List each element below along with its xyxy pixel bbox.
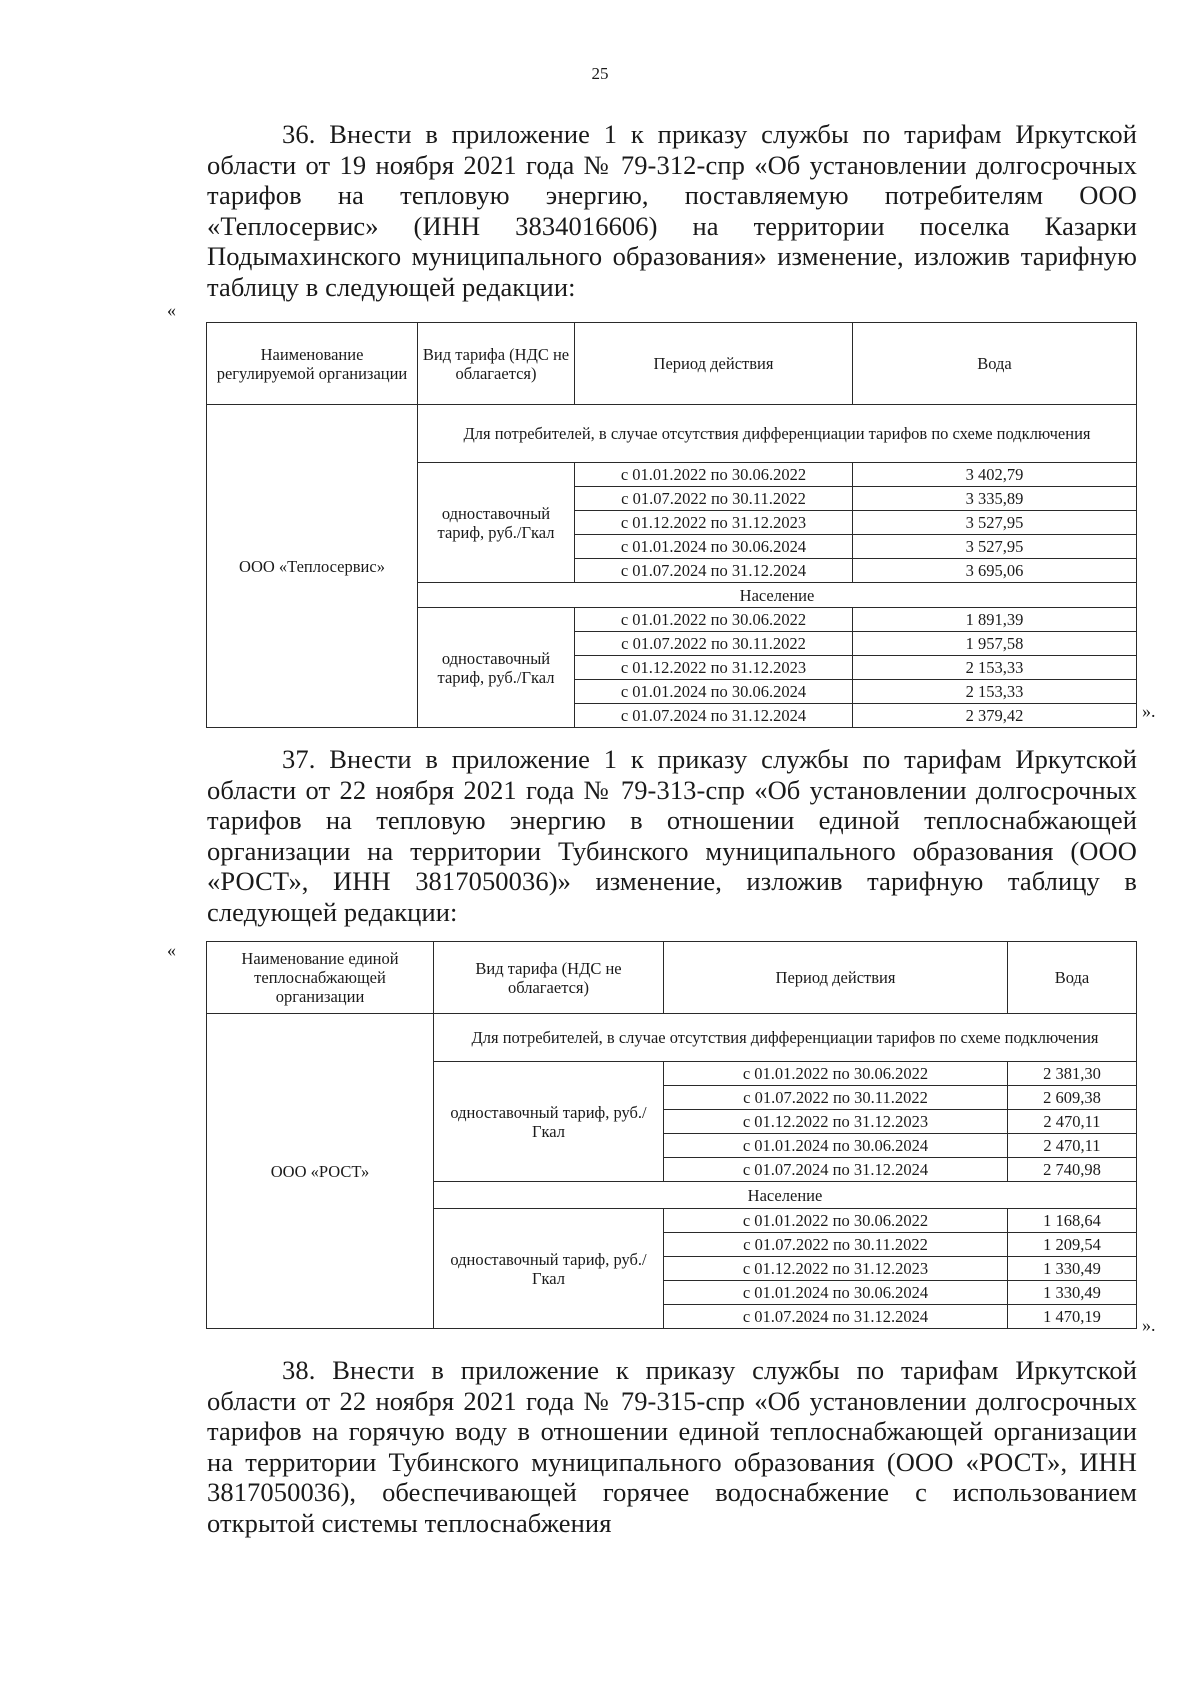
value-cell: 2 609,38 — [1008, 1086, 1137, 1110]
band-population: Население — [418, 583, 1137, 608]
paragraph-36: 36. Внести в приложение 1 к приказу службы по тарифам Иркутской области от 19 ноября 2021 года № 79-312-спр «Об установлении долгосрочных тарифов на тепловую энергию, поставляемую потребителям ООО «Теплосервис» (ИНН 3834016606) на территории поселка Казарки Подымахинского муниципального образования» изменение, изложив тарифную таблицу в следующей редакции: — [207, 119, 1137, 302]
value-cell: 1 209,54 — [1008, 1233, 1137, 1257]
value-cell: 1 470,19 — [1008, 1305, 1137, 1329]
band-population: Население — [434, 1182, 1137, 1209]
header-period: Период действия — [664, 942, 1008, 1014]
value-cell: 1 957,58 — [853, 632, 1137, 656]
header-water: Вода — [853, 323, 1137, 405]
band-consumers: Для потребителей, в случае отсутствия дифференциации тарифов по схеме подключения — [418, 405, 1137, 463]
value-cell: 2 379,42 — [853, 704, 1137, 728]
tariff-type-cell: одноставочный тариф, руб./Гкал — [434, 1062, 664, 1182]
period-cell: с 01.12.2022 по 31.12.2023 — [575, 511, 853, 535]
period-cell: с 01.01.2022 по 30.06.2022 — [664, 1209, 1008, 1233]
period-cell: с 01.01.2024 по 30.06.2024 — [575, 535, 853, 559]
organization-cell: ООО «Теплосервис» — [207, 405, 418, 728]
header-water: Вода — [1008, 942, 1137, 1014]
band-consumers: Для потребителей, в случае отсутствия дифференциации тарифов по схеме подключения — [434, 1014, 1137, 1062]
period-cell: с 01.07.2024 по 31.12.2024 — [575, 559, 853, 583]
period-cell: с 01.01.2024 по 30.06.2024 — [664, 1281, 1008, 1305]
header-organization: Наименование единой теплоснабжающей организации — [207, 942, 434, 1014]
table-row — [207, 1014, 1137, 1062]
period-cell: с 01.07.2022 по 30.11.2022 — [664, 1086, 1008, 1110]
period-cell: с 01.07.2022 по 30.11.2022 — [575, 632, 853, 656]
table-header-row — [207, 323, 1137, 405]
value-cell: 3 402,79 — [853, 463, 1137, 487]
period-cell: с 01.01.2022 по 30.06.2022 — [664, 1062, 1008, 1086]
value-cell: 2 381,30 — [1008, 1062, 1137, 1086]
period-cell: с 01.07.2024 по 31.12.2024 — [664, 1305, 1008, 1329]
tariff-type-cell: одноставочный тариф, руб./Гкал — [434, 1209, 664, 1329]
value-cell: 1 891,39 — [853, 608, 1137, 632]
tariff-type-cell: одноставочный тариф, руб./Гкал — [418, 608, 575, 728]
table-37-close-quote: ». — [1142, 1315, 1156, 1335]
value-cell: 1 330,49 — [1008, 1281, 1137, 1305]
organization-cell: ООО «РОСТ» — [207, 1014, 434, 1329]
table-row — [207, 405, 1137, 463]
header-tariff-type: Вид тарифа (НДС не облагается) — [434, 942, 664, 1014]
table-header-row — [207, 942, 1137, 1014]
value-cell: 2 740,98 — [1008, 1158, 1137, 1182]
value-cell: 3 695,06 — [853, 559, 1137, 583]
period-cell: с 01.01.2024 по 30.06.2024 — [664, 1134, 1008, 1158]
page-number: 25 — [591, 64, 609, 83]
value-cell: 2 153,33 — [853, 680, 1137, 704]
period-cell: с 01.07.2024 по 31.12.2024 — [575, 704, 853, 728]
period-cell: с 01.01.2022 по 30.06.2022 — [575, 463, 853, 487]
value-cell: 2 470,11 — [1008, 1134, 1137, 1158]
value-cell: 3 527,95 — [853, 535, 1137, 559]
tariff-table-36 — [206, 322, 1137, 728]
value-cell: 2 153,33 — [853, 656, 1137, 680]
period-cell: с 01.01.2024 по 30.06.2024 — [575, 680, 853, 704]
period-cell: с 01.07.2022 по 30.11.2022 — [575, 487, 853, 511]
period-cell: с 01.01.2022 по 30.06.2022 — [575, 608, 853, 632]
tariff-type-cell: одноставочный тариф, руб./Гкал — [418, 463, 575, 583]
paragraph-38: 38. Внести в приложение к приказу службы по тарифам Иркутской области от 22 ноября 2021 года № 79-315-спр «Об установлении долгосрочных тарифов на горячую воду в отношении единой теплоснабжающей организации на территории Тубинского муниципального образования (ООО «РОСТ», ИНН 3817050036), обеспечивающей горячее водоснабжение с использованием открытой системы теплоснабжения — [207, 1355, 1137, 1538]
value-cell: 2 470,11 — [1008, 1110, 1137, 1134]
value-cell: 1 330,49 — [1008, 1257, 1137, 1281]
value-cell: 3 335,89 — [853, 487, 1137, 511]
header-tariff-type: Вид тарифа (НДС не облагается) — [418, 323, 575, 405]
paragraph-37: 37. Внести в приложение 1 к приказу службы по тарифам Иркутской области от 22 ноября 2021 года № 79-313-спр «Об установлении долгосрочных тарифов на тепловую энергию в отношении единой теплоснабжающей организации на территории Тубинского муниципального образования (ООО «РОСТ», ИНН 3817050036)» изменение, изложив тарифную таблицу в следующей редакции: — [207, 744, 1137, 927]
table-37-open-quote: « — [167, 940, 176, 960]
period-cell: с 01.07.2022 по 30.11.2022 — [664, 1233, 1008, 1257]
period-cell: с 01.12.2022 по 31.12.2023 — [664, 1110, 1008, 1134]
value-cell: 3 527,95 — [853, 511, 1137, 535]
table-36-open-quote: « — [167, 300, 176, 320]
tariff-table-37 — [206, 941, 1137, 1329]
period-cell: с 01.12.2022 по 31.12.2023 — [575, 656, 853, 680]
table-36-close-quote: ». — [1142, 701, 1156, 721]
period-cell: с 01.07.2024 по 31.12.2024 — [664, 1158, 1008, 1182]
period-cell: с 01.12.2022 по 31.12.2023 — [664, 1257, 1008, 1281]
value-cell: 1 168,64 — [1008, 1209, 1137, 1233]
header-organization: Наименование регулируемой организации — [207, 323, 418, 405]
header-period: Период действия — [575, 323, 853, 405]
